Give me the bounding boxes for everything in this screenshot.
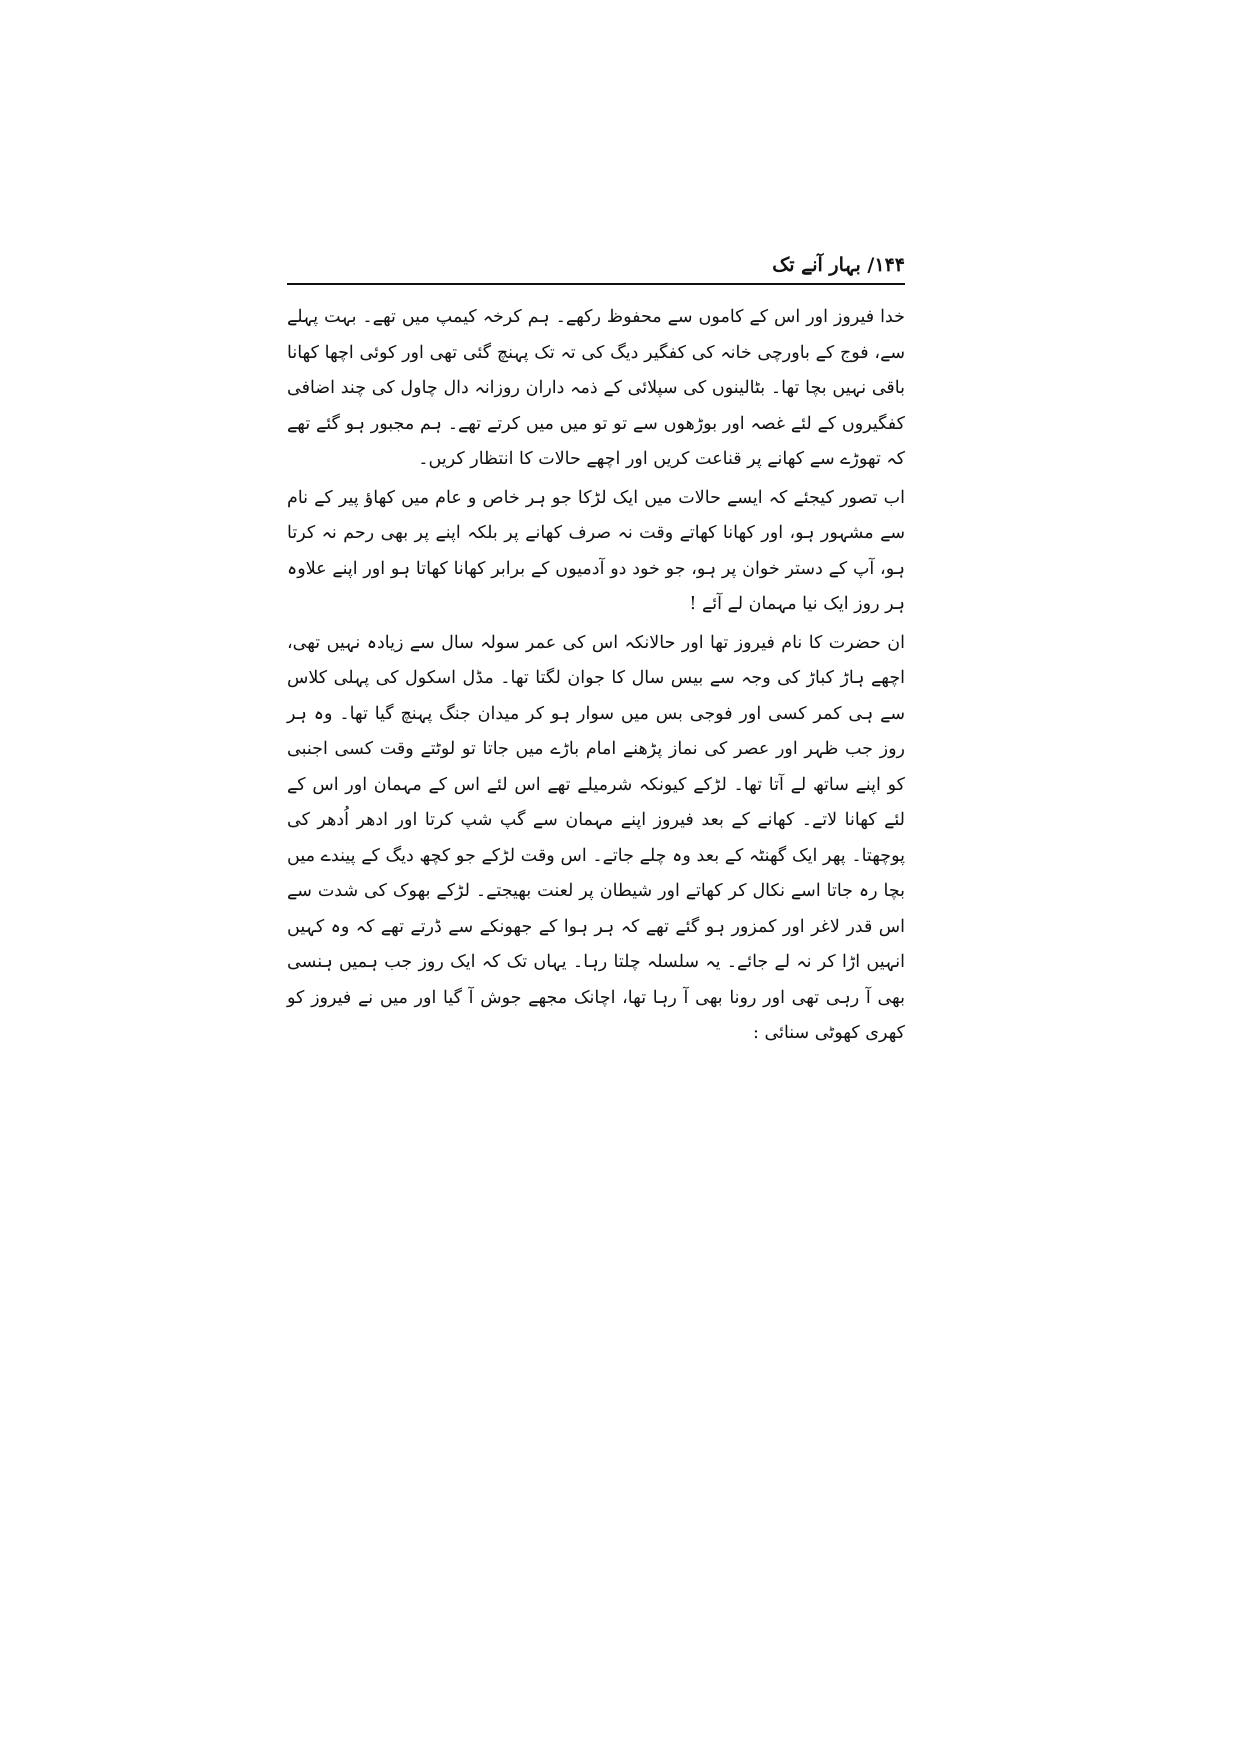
paragraph-2: اب تصور کیجئے کہ ایسے حالات میں ایک لڑکا جو ہر خاص و عام میں کھاؤ پیر کے نام سے مشہور ہو، اور کھانا کھاتے وقت نہ صرف کھانے پر بلکہ اپنے پر بھی رحم نہ کرتا ہو، آپ کے دستر خوان پر ہو، جو خود دو آدمیوں کے برابر کھانا کھاتا ہو اور اپنے علاوہ ہر روز ایک نیا مہمان لے آئے !	[287, 487, 905, 614]
body-text	[287, 300, 905, 1052]
running-head: ۱۴۴/ بہار آنے تک	[772, 254, 905, 276]
header-rule	[287, 283, 905, 285]
paragraph-3: ان حضرت کا نام فیروز تھا اور حالانکہ اس کی عمر سولہ سال سے زیادہ نہیں تھی، اچھے ہاڑ کباڑ کی وجہ سے بیس سال کا جوان لگتا تھا۔ مڈل اسکول کی پہلی کلاس سے ہی کمر کسی اور فوجی بس میں سوار ہو کر میدان جنگ پہنچ گیا تھا۔ وہ ہر روز جب ظہر اور عصر کی نماز پڑھنے امام باڑے میں جاتا تو لوٹتے وقت کسی اجنبی کو اپنے ساتھ لے آتا تھا۔ لڑکے کیونکہ شرمیلے تھے اس لئے اس کے مہمان اور اس کے لئے کھانا لاتے۔ کھانے کے بعد فیروز اپنے مہمان سے گپ شپ کرتا اور ادھر اُدھر کی پوچھتا۔ پھر ایک گھنٹہ کے بعد وہ چلے جاتے۔ اس وقت لڑکے جو کچھ دیگ کے پیندے میں بچا رہ جاتا اسے نکال کر کھاتے اور شیطان پر لعنت بھیجتے۔ لڑکے بھوک کی شدت سے اس قدر لاغر اور کمزور ہو گئے تھے کہ ہر ہوا کے جھونکے سے ڈرتے تھے کہ وہ کہیں انہیں اڑا کر نہ لے جائے۔ یہ سلسلہ چلتا رہا۔ یہاں تک کہ ایک روز جب ہمیں ہنسی بھی آ رہی تھی اور رونا بھی آ رہا تھا، اچانک مجھے جوش آ گیا اور میں نے فیروز کو کھری کھوٹی سنائی :	[287, 632, 905, 1043]
paragraph-1: خدا فیروز اور اس کے کاموں سے محفوظ رکھے۔ ہم کرخہ کیمپ میں تھے۔ بہت پہلے سے، فوج کے باورچی خانہ کی کفگیر دیگ کی تہ تک پہنچ گئی تھی اور کوئی اچھا کھانا باقی نہیں بچا تھا۔ بٹالینوں کی سپلائی کے ذمہ داران روزانہ دال چاول کی چند اضافی کفگیروں کے لئے غصہ اور بوڑھوں سے تو تو میں میں کرتے تھے۔ ہم مجبور ہو گئے تھے کہ تھوڑے سے کھانے پر قناعت کریں اور اچھے حالات کا انتظار کریں۔	[287, 307, 905, 469]
